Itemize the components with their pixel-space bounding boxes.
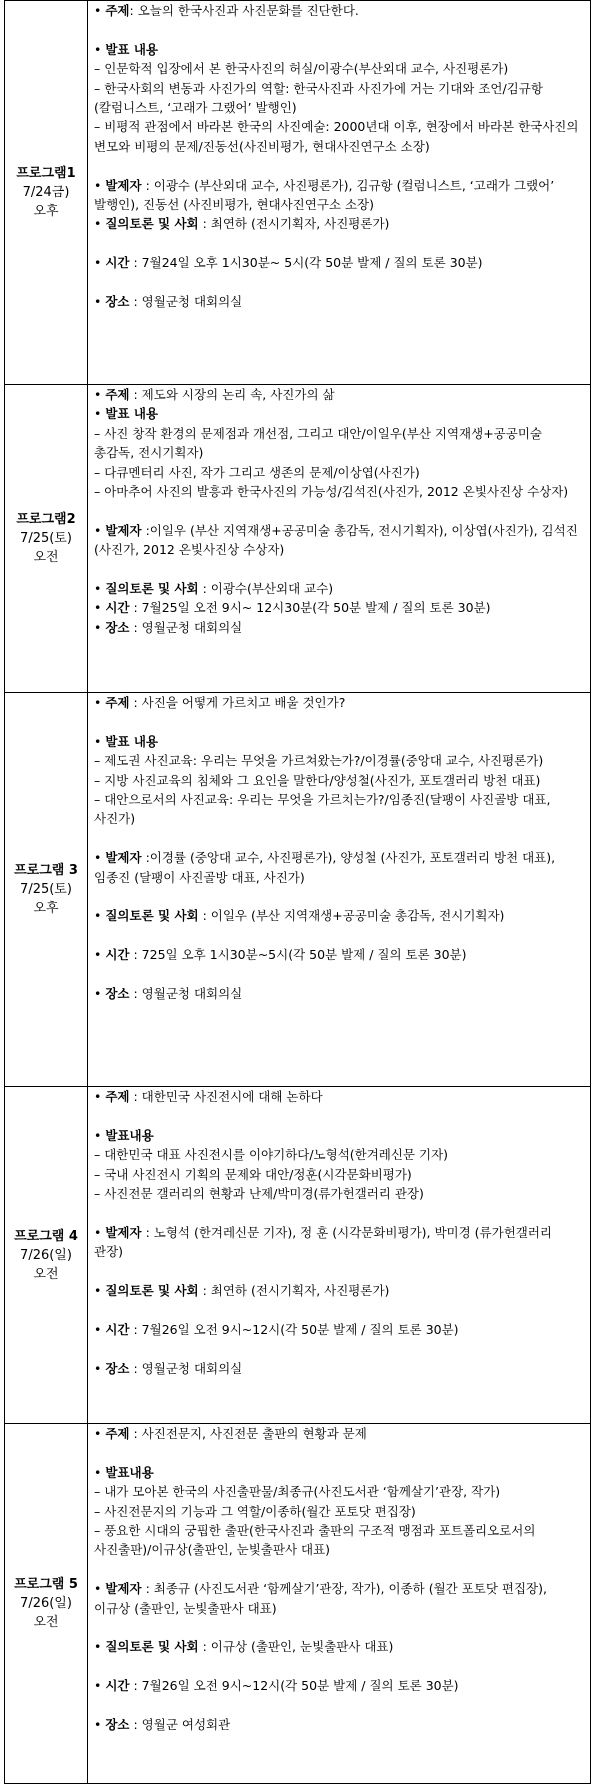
presenters-line: • 발제자 :이일우 (부산 지역재생+공공미술 총감독, 전시기획자), 이상엽(사진가), 김석진 (사진가, 2012 온빛사진상 수상자) — [94, 522, 578, 558]
time-key: 시간 — [105, 1321, 130, 1337]
presenters-value: : 이광수 (부산외대 교수, 사진평론가), 김규항 (컬럼니스트, ‘고래가 그랬어’ 발행인), 진동선 (사진비평가, 현대사진연구소 소장) — [94, 177, 555, 213]
place-line: • 장소 : 영월군청 대회의실 — [94, 294, 243, 310]
presenters-key: 발제자 — [105, 177, 142, 193]
place-value: : 영월군 여성회관 — [129, 1717, 231, 1733]
program-time-of-day: 오후 — [33, 204, 59, 219]
discussion-key: 질의토론 및 사회 — [105, 1283, 199, 1299]
theme-key: 주제 — [105, 1089, 130, 1104]
discussion-value: : 이일우 (부산 지역재생+공공미술 총감독, 전시기획자) — [198, 908, 505, 924]
presenters-key: 발제자 — [105, 1224, 142, 1240]
discussion-value: : 이규상 (출판인, 눈빛출판사 대표) — [198, 1639, 394, 1655]
talk-item: – 내가 모아본 한국의 사진출판물/최종규(사진도서관 ‘함께살기’관장, 작가) — [94, 1484, 501, 1500]
program-name: 프로그램 4 — [14, 1228, 78, 1244]
program-label-cell — [5, 1087, 88, 1424]
program-content-cell — [88, 1087, 591, 1424]
theme-value: : 사진을 어떻게 가르치고 배울 것인가? — [129, 695, 346, 710]
time-value: : 7월24일 오후 1시30분~ 5시(각 50분 발제 / 질의 토론 30분) — [129, 255, 483, 271]
program-name: 프로그램 3 — [14, 863, 78, 878]
talks-header-line: • 발표내용 — [94, 1127, 154, 1143]
talk-item: – 대안으로서의 사진교육: 우리는 무엇을 가르치는가?/임종진(달팽이 사진골방 대표, 사진가) — [94, 792, 551, 827]
theme-value: : 제도와 시장의 논리 속, 사진가의 삶 — [129, 387, 335, 402]
time-line: • 시간 : 7월24일 오후 1시30분~ 5시(각 50분 발제 / 질의 토론 30분) — [94, 255, 483, 271]
program-name: 프로그램1 — [16, 166, 76, 181]
time-value: : 7월26일 오전 9시~12시(각 50분 발제 / 질의 토론 30분) — [129, 1678, 459, 1694]
talks-header-line: • 발표 내용 — [94, 733, 159, 749]
talks-header-line: • 발표 내용 — [94, 406, 159, 422]
presenters-value: : 노형석 (한겨레신문 기자), 정 훈 (시각문화비평가), 박미경 (류가헌갤러리 관장) — [94, 1224, 552, 1260]
time-line: • 시간 : 7월26일 오전 9시~12시(각 50분 발제 / 질의 토론 30분) — [94, 1678, 459, 1694]
theme-line: • 주제 : 대한민국 사진전시에 대해 논하다 — [94, 1089, 323, 1104]
talks-header-line: • 발표 내용 — [94, 41, 159, 57]
presenters-key: 발제자 — [105, 522, 142, 538]
time-key: 시간 — [105, 1678, 130, 1694]
discussion-key: 질의토론 및 사회 — [105, 581, 199, 597]
talk-item: – 지방 사진교육의 침체와 그 요인을 말한다/양성철(사진가, 포토갤러리 방천 대표) — [94, 772, 541, 788]
talk-item: – 비평적 관점에서 바라본 한국의 사진예술: 2000년대 이후, 현장에서 바라본 한국사진의 변모와 비평의 문제/진동선(사진비평가, 현대사진연구소 소장) — [94, 119, 579, 154]
time-line: • 시간 : 725일 오후 1시30분~5시(각 50분 발제 / 질의 토론 30분) — [94, 947, 467, 963]
talk-item: – 인문학적 입장에서 본 한국사진의 허실/이광수(부산외대 교수, 사진평론가) — [94, 61, 509, 77]
talk-item: – 다큐멘터리 사진, 작가 그리고 생존의 문제/이상엽(사진가) — [94, 464, 420, 480]
place-value: : 영월군청 대회의실 — [129, 1360, 243, 1376]
theme-key: 주제 — [105, 1426, 130, 1441]
place-key: 장소 — [105, 1360, 130, 1376]
theme-value: : 오늘의 한국사진과 사진문화를 진단한다. — [129, 3, 359, 18]
theme-line: • 주제 : 제도와 시장의 논리 속, 사진가의 삶 — [94, 387, 335, 402]
theme-line: • 주제 : 사진을 어떻게 가르치고 배울 것인가? — [94, 695, 346, 710]
program-time-of-day: 오전 — [33, 550, 59, 565]
presenters-value: :이경률 (중앙대 교수, 사진평론가), 양성철 (사진가, 포토갤러리 방천 대표), 임종진 (달팽이 사진골방 대표, 사진가) — [94, 850, 556, 885]
talks-header: 발표 내용 — [105, 406, 159, 422]
discussion-key: 질의토론 및 사회 — [105, 1639, 199, 1655]
presenters-line: • 발제자 :이경률 (중앙대 교수, 사진평론가), 양성철 (사진가, 포토갤러리 방천 대표), 임종진 (달팽이 사진골방 대표, 사진가) — [94, 850, 556, 885]
theme-key: 주제 — [105, 695, 130, 710]
place-value: : 영월군청 대회의실 — [129, 294, 243, 310]
discussion-line: • 질의토론 및 사회 : 최연하 (전시기획자, 사진평론가) — [94, 1283, 390, 1299]
presenters-line: • 발제자 : 최종규 (사진도서관 ‘함께살기’관장, 작가), 이종하 (월간 포토닷 편집장), 이규상 (출판인, 눈빛출판사 대표) — [94, 1581, 547, 1616]
discussion-value: : 최연하 (전시기획자, 사진평론가) — [198, 1283, 390, 1299]
program-date: 7/24금) — [22, 185, 70, 200]
program-date: 7/26(일) — [20, 1596, 72, 1611]
discussion-key: 질의토론 및 사회 — [105, 908, 199, 924]
talks-header: 발표내용 — [105, 1464, 154, 1480]
presenters-line: • 발제자 : 이광수 (부산외대 교수, 사진평론가), 김규항 (컬럼니스트, ‘고래가 그랬어’ 발행인), 진동선 (사진비평가, 현대사진연구소 소장) — [94, 177, 555, 213]
place-key: 장소 — [105, 1717, 130, 1733]
discussion-line: • 질의토론 및 사회 : 이일우 (부산 지역재생+공공미술 총감독, 전시기획자) — [94, 908, 505, 924]
program-row — [5, 385, 591, 693]
place-key: 장소 — [105, 619, 130, 635]
talk-item: – 대한민국 대표 사진전시를 이야기하다/노형석(한겨레신문 기자) — [94, 1147, 449, 1163]
place-value: : 영월군청 대회의실 — [129, 619, 243, 635]
program-date: 7/25(토) — [20, 882, 72, 897]
program-label-cell — [5, 1424, 88, 1784]
place-key: 장소 — [105, 986, 130, 1002]
program-row — [5, 1087, 591, 1424]
place-line: • 장소 : 영월군 여성회관 — [94, 1717, 231, 1733]
place-line: • 장소 : 영월군청 대회의실 — [94, 1360, 243, 1376]
place-key: 장소 — [105, 294, 130, 310]
presenters-line: • 발제자 : 노형석 (한겨레신문 기자), 정 훈 (시각문화비평가), 박미경 (류가헌갤러리 관장) — [94, 1224, 552, 1260]
discussion-key: 질의토론 및 사회 — [105, 216, 199, 232]
talks-header-line: • 발표내용 — [94, 1464, 154, 1480]
presenters-value: : 최종규 (사진도서관 ‘함께살기’관장, 작가), 이종하 (월간 포토닷 편집장), 이규상 (출판인, 눈빛출판사 대표) — [94, 1581, 547, 1616]
time-value: : 7월26일 오전 9시~12시(각 50분 발제 / 질의 토론 30분) — [129, 1321, 459, 1337]
theme-line: • 주제 : 사진전문지, 사진전문 출판의 현황과 문제 — [94, 1426, 367, 1441]
program-time-of-day: 오후 — [33, 901, 59, 916]
talk-item: – 아마추어 사진의 발흥과 한국사진의 가능성/김석진(사진가, 2012 온빛사진상 수상자) — [94, 484, 569, 500]
program-row — [5, 693, 591, 1087]
program-time-of-day: 오전 — [33, 1266, 59, 1282]
time-line: • 시간 : 7월26일 오전 9시~12시(각 50분 발제 / 질의 토론 30분) — [94, 1321, 459, 1337]
time-line: • 시간 : 7월25일 오전 9시~ 12시30분(각 50분 발제 / 질의 토론 30분) — [94, 600, 491, 616]
program-content-cell — [88, 1424, 591, 1784]
presenters-key: 발제자 — [105, 1581, 142, 1597]
talk-item: – 국내 사진전시 기획의 문제와 대안/정훈(시각문화비평가) — [94, 1166, 412, 1182]
theme-value: : 사진전문지, 사진전문 출판의 현황과 문제 — [129, 1426, 367, 1441]
time-value: : 725일 오후 1시30분~5시(각 50분 발제 / 질의 토론 30분) — [129, 947, 467, 963]
program-label-cell — [5, 385, 88, 693]
discussion-value: : 이광수(부산외대 교수) — [198, 581, 334, 597]
talk-item: – 한국사회의 변동과 사진가의 역할: 한국사진과 사진가에 거는 기대와 조언/김규항(칼럼니스트, ‘고래가 그랬어’ 발행인) — [94, 80, 543, 116]
talk-item: – 사진 창작 환경의 문제점과 개선점, 그리고 대안/이일우(부산 지역재생+공공미술 총감독, 전시기획자) — [94, 425, 542, 461]
discussion-line: • 질의토론 및 사회 : 이광수(부산외대 교수) — [94, 581, 334, 597]
program-name: 프로그램2 — [16, 512, 76, 527]
time-key: 시간 — [105, 255, 130, 271]
time-key: 시간 — [105, 947, 130, 963]
theme-line: • 주제: 오늘의 한국사진과 사진문화를 진단한다. — [94, 3, 359, 18]
theme-value: : 대한민국 사진전시에 대해 논하다 — [129, 1089, 323, 1104]
discussion-line: • 질의토론 및 사회 : 최연하 (전시기획자, 사진평론가) — [94, 216, 390, 232]
program-date: 7/25(토) — [20, 531, 72, 546]
place-value: : 영월군청 대회의실 — [129, 986, 243, 1002]
program-schedule-table — [4, 0, 591, 1784]
program-content-cell — [88, 693, 591, 1087]
presenters-value: :이일우 (부산 지역재생+공공미술 총감독, 전시기획자), 이상엽(사진가), 김석진 (사진가, 2012 온빛사진상 수상자) — [94, 522, 578, 558]
program-content-cell — [88, 385, 591, 693]
program-content-cell — [88, 1, 591, 385]
discussion-line: • 질의토론 및 사회 : 이규상 (출판인, 눈빛출판사 대표) — [94, 1639, 394, 1655]
talk-item: – 풍요한 시대의 궁핍한 출판(한국사진과 출판의 구조적 맹점과 포트폴리오로서의 사진출판)/이규상(출판인, 눈빛출판사 대표) — [94, 1523, 536, 1558]
talks-header: 발표 내용 — [105, 733, 159, 749]
presenters-key: 발제자 — [105, 850, 142, 866]
theme-key: 주제 — [105, 3, 130, 18]
place-line: • 장소 : 영월군청 대회의실 — [94, 619, 243, 635]
program-row — [5, 1424, 591, 1784]
time-value: : 7월25일 오전 9시~ 12시30분(각 50분 발제 / 질의 토론 30분) — [129, 600, 491, 616]
talks-header: 발표내용 — [105, 1127, 154, 1143]
time-key: 시간 — [105, 600, 130, 616]
program-date: 7/26(일) — [20, 1247, 72, 1263]
program-time-of-day: 오전 — [33, 1615, 59, 1630]
program-label-cell — [5, 693, 88, 1087]
discussion-value: : 최연하 (전시기획자, 사진평론가) — [198, 216, 390, 232]
talk-item: – 사진전문지의 기능과 그 역할/이종하(월간 포토닷 편집장) — [94, 1503, 416, 1519]
program-label-cell — [5, 1, 88, 385]
program-row — [5, 1, 591, 385]
program-name: 프로그램 5 — [14, 1577, 78, 1592]
talks-header: 발표 내용 — [105, 41, 159, 57]
place-line: • 장소 : 영월군청 대회의실 — [94, 986, 243, 1002]
talk-item: – 사진전문 갤러리의 현황과 난제/박미경(류가헌갤러리 관장) — [94, 1186, 424, 1202]
talk-item: – 제도권 사진교육: 우리는 무엇을 가르쳐왔는가?/이경률(중앙대 교수, 사진평론가) — [94, 753, 544, 769]
theme-key: 주제 — [105, 387, 130, 402]
